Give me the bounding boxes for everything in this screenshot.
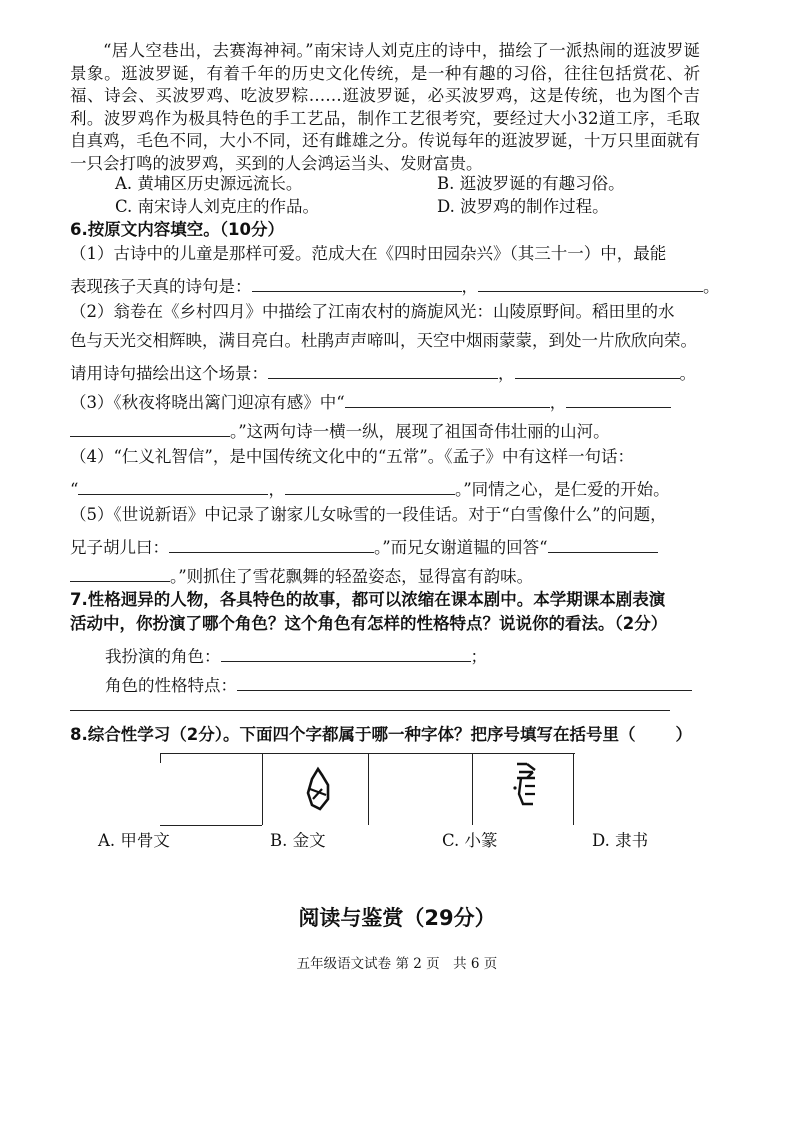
answer-blank[interactable] <box>78 478 268 495</box>
q8-prompt: 8.综合性学习（2分）。下面四个字都属于哪一种字体？把序号填写在括号里（ ） <box>70 725 692 744</box>
reading-passage <box>70 40 700 175</box>
q6-5-line1: （5）《世说新语》中记录了谢家儿女咏雪的一段佳话。对于“白雪像什么”的问题， <box>70 505 667 524</box>
q6-3-line1: （3）《秋夜将晓出篱门迎凉有感》中“ ， <box>70 391 710 412</box>
q6-5-line2: 兄子胡儿曰： 。”而兄女谢道韫的回答“ <box>70 536 710 557</box>
answer-blank[interactable] <box>169 536 374 553</box>
q6-2-line2: 色与天光交相辉映，满目亮白。杜鹃声声啼叫，天空中烟雨蒙蒙，到处一片欣欣向荣。 <box>70 331 697 350</box>
passage-text: “居人空巷出，去赛海神祠。”南宋诗人刘克庄的诗中，描绘了一派热闹的逛波罗诞景象。逛波罗诞，有着千年的历史文化传统，是一种有趣的习俗，往往包括赏花、祈福、诗会、买波罗鸡、吃波罗粽……逛波罗诞，必买波罗鸡，这是传统，也为图个吉利。波罗鸡作为极具特色的手工艺品，制作工艺很考究，要经过大小32道工序，毛取自真鸡，毛色不同，大小不同，还有雌雄之分。传说每年的逛波罗诞，十万只里面就有一只会打鸣的波罗鸡，买到的人会鸿运当头、发财富贵。 <box>70 41 700 173</box>
q6-2-line1: （2）翁卷在《乡村四月》中描绘了江南农村的旖旎风光：山陵原野间。稻田里的水 <box>70 302 675 321</box>
answer-blank[interactable] <box>345 391 550 408</box>
answer-blank[interactable] <box>70 420 230 437</box>
q7-extra-answer-line[interactable] <box>70 710 670 711</box>
answer-blank[interactable] <box>566 391 671 408</box>
answer-blank[interactable] <box>285 478 455 495</box>
q7-trait-row: 角色的性格特点： <box>105 674 745 695</box>
glyph-divider <box>368 753 369 825</box>
oracle-bone-character-image <box>505 760 545 810</box>
trait-answer-blank[interactable] <box>237 674 692 691</box>
q8-option-d: D. 隶书 <box>592 831 649 850</box>
q6-4-line2: “ ， 。”同情之心，是仁爱的开始。 <box>70 480 670 499</box>
answer-blank[interactable] <box>252 275 462 292</box>
q8-option-a: A. 甲骨文 <box>98 831 170 850</box>
answer-blank[interactable] <box>70 565 170 582</box>
role-answer-blank[interactable] <box>221 645 471 662</box>
answer-blank[interactable] <box>548 536 658 553</box>
answer-blank[interactable] <box>515 362 680 379</box>
q6-1-line1: （1）古诗中的儿童是那样可爱。范成大在《四时田园杂兴》（其三十一）中，最能 <box>70 244 667 263</box>
page-footer: 五年级语文试卷 第 2 页 共 6 页 <box>296 956 498 972</box>
q8-option-b: B. 金文 <box>270 831 326 850</box>
answer-blank[interactable] <box>478 275 703 292</box>
glyph-divider <box>472 753 473 825</box>
q7-prompt-line2: 活动中，你扮演了哪个角色？这个角色有怎样的性格特点？说说你的看法。（2分） <box>70 614 668 633</box>
q6-3-line2: 。”这两句诗一横一纵，展现了祖国奇伟壮丽的山河。 <box>70 420 710 441</box>
seal-script-character-image <box>298 765 338 815</box>
q6-5-line3: 。”则抓住了雪花飘舞的轻盈姿态，显得富有韵味。 <box>70 565 710 586</box>
option-c: C. 南宋诗人刘克庄的作品。 <box>115 197 320 216</box>
q7-role-row: 我扮演的角色： ； <box>105 647 487 666</box>
q6-heading: 6.按原文内容填空。（10分） <box>70 220 284 239</box>
option-b: B. 逛波罗诞的有趣习俗。 <box>437 174 625 193</box>
q7-prompt-line1: 7.性格迥异的人物，各具特色的故事，都可以浓缩在课本剧中。本学期课本剧表演 <box>70 590 666 609</box>
option-d: D. 波罗鸡的制作过程。 <box>437 197 609 216</box>
answer-blank[interactable] <box>268 362 498 379</box>
q6-4-line1: （4）“仁义礼智信”，是中国传统文化中的“五常”。《孟子》中有这样一句话： <box>70 447 634 466</box>
glyph-table-bottom-line <box>160 825 262 826</box>
glyph-table-left-tick <box>160 753 161 763</box>
q8-option-c: C. 小篆 <box>442 831 498 850</box>
option-a: A. 黄埔区历史源远流长。 <box>115 174 303 193</box>
q6-2-line3: 请用诗句描绘出这个场景： ， 。 <box>70 364 696 383</box>
glyph-divider <box>262 753 263 825</box>
q6-1-line2: 表现孩子天真的诗句是： ， 。 <box>70 277 720 296</box>
glyph-divider <box>573 753 574 825</box>
section-title: 阅读与鉴赏（29分） <box>298 906 496 930</box>
